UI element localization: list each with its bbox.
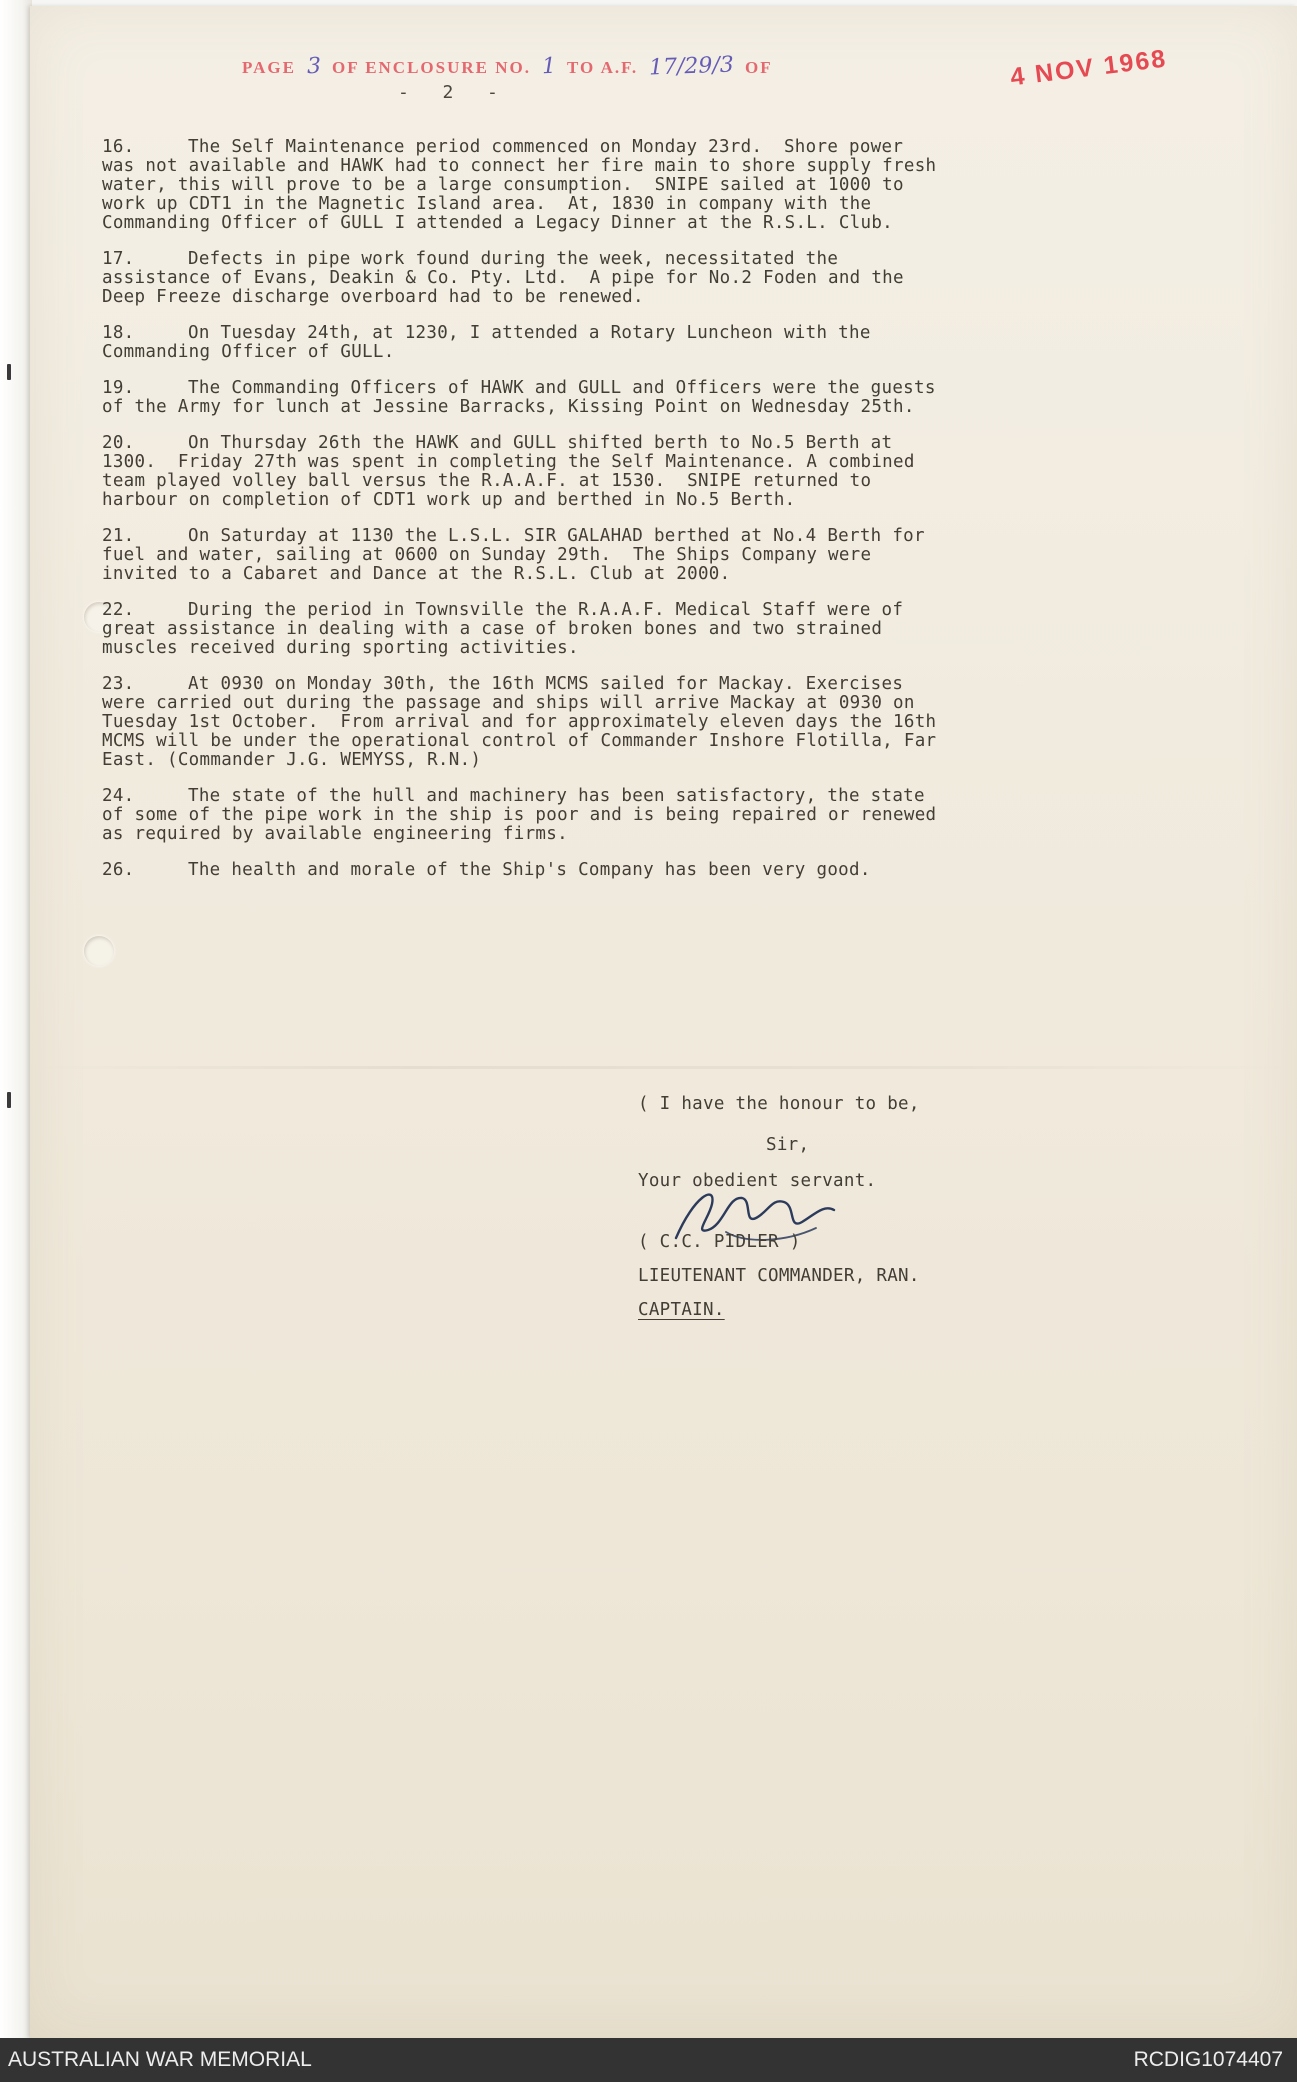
closing-sir-line: Sir, (766, 1135, 810, 1155)
signature-block (638, 1094, 978, 1344)
paragraph-text: At 0930 on Monday 30th, the 16th MCMS sailed for Mackay. Exercises were carried out during the passage and ships will arrive Mackay at 0930 on Tuesday 1st October. From arrival and for approximately eleven days the 16th MCMS will be under the operational control of Commander Inshore Flotilla, Far East. (Commander J.G. WEMYSS, R.N.) (102, 674, 948, 770)
document-page (30, 6, 1297, 2038)
registration-mark (7, 1092, 11, 1108)
date-stamp: 4 NOV 1968 (1008, 44, 1169, 92)
handwritten-entry: 17/29/3 (648, 52, 735, 81)
signatory-role: CAPTAIN. (638, 1300, 725, 1320)
paragraph-number: 22. (102, 600, 135, 620)
signatory-name: ( C.C. PIDLER ) (638, 1232, 801, 1252)
paragraph-20 (102, 434, 940, 510)
paragraph-text: The Self Maintenance period commenced on Monday 23rd. Shore power was not available and HAWK had to connect her fire main to shore supply fresh water, this will prove to be a large consumption. SNIPE sailed at 1000 to work up CDT1 in the Magnetic Island area. At, 1830 in company with the Commanding Officer of GULL I attended a Legacy Dinner at the R.S.L. Club. (102, 137, 948, 233)
stamp-text: PAGE (242, 58, 296, 77)
stamp-text: OF (744, 58, 773, 77)
archive-source-label: AUSTRALIAN WAR MEMORIAL (8, 2048, 312, 2071)
stamp-text: OF ENCLOSURE NO. (331, 58, 531, 77)
archive-record-id: RCDIG1074407 (1133, 2048, 1283, 2071)
paragraph-number: 19. (102, 378, 135, 398)
paragraph-text: The health and morale of the Ship's Company has been very good. (188, 860, 871, 880)
paragraph-text: During the period in Townsville the R.A.A.F. Medical Staff were of great assistance in dealing with a case of broken bones and two strained muscles received during sporting activities. (102, 600, 915, 658)
paragraph-number: 26. (102, 860, 135, 880)
archive-footer-bar (0, 2038, 1297, 2082)
hole-punch (84, 936, 114, 966)
paragraph-18 (102, 324, 940, 362)
closing-honour-line: ( I have the honour to be, (638, 1094, 920, 1114)
signatory-rank: LIEUTENANT COMMANDER, RAN. (638, 1266, 920, 1286)
paragraph-22 (102, 601, 940, 658)
paragraph-text: Defects in pipe work found during the week, necessitated the assistance of Evans, Deakin & Co. Pty. Ltd. A pipe for No.2 Foden and the Deep Freeze discharge overboard had to be renewed. (102, 249, 915, 307)
paragraph-text: The Commanding Officers of HAWK and GULL and Officers were the guests of the Army for lunch at Jessine Barracks, Kissing Point on Wednesday 25th. (102, 378, 947, 417)
paragraph-number: 16. (102, 137, 135, 157)
paragraph-26 (102, 861, 940, 880)
paragraph-19 (102, 378, 947, 417)
paragraph-23 (102, 674, 948, 770)
closing-servant-line: Your obedient servant. (638, 1171, 877, 1191)
paragraph-text: On Saturday at 1130 the L.S.L. SIR GALAHAD berthed at No.4 Berth for fuel and water, sailing at 0600 on Sunday 29th. The Ships Company were invited to a Cabaret and Dance at the R.S.L. Club at 2000. (102, 526, 936, 584)
paragraph-text: On Thursday 26th the HAWK and GULL shifted berth to No.5 Berth at 1300. Friday 27th was spent in completing the Self Maintenance. A combined team played volley ball versus the R.A.A.F. at 1530. SNIPE returned to harbour on completion of CDT1 work up and berthed in No.5 Berth. (102, 433, 926, 510)
scan-edge-strip (0, 0, 32, 2038)
paragraph-number: 24. (102, 786, 135, 806)
registration-mark (7, 364, 11, 380)
paragraph-21 (102, 527, 940, 584)
handwritten-entry: 3 (306, 53, 322, 80)
page-number: - 2 - (398, 82, 502, 103)
enclosure-stamp (242, 54, 882, 79)
paragraph-17 (102, 250, 940, 307)
paper-crease (30, 1066, 1297, 1069)
stamp-text: TO A.F. (567, 58, 639, 77)
paragraph-16 (102, 137, 948, 233)
paragraph-text: On Tuesday 24th, at 1230, I attended a Rotary Luncheon with the Commanding Officer of GULL. (102, 323, 882, 362)
paragraph-number: 18. (102, 323, 135, 343)
paragraph-text: The state of the hull and machinery has been satisfactory, the state of some of the pipe work in the ship is poor and is being repaired or renewed as required by available engineering firms. (102, 786, 948, 844)
handwritten-entry: 1 (541, 53, 557, 80)
report-body (102, 137, 948, 897)
paragraph-number: 23. (102, 674, 135, 694)
paragraph-24 (102, 786, 948, 844)
paragraph-number: 17. (102, 249, 135, 269)
paragraph-number: 20. (102, 433, 135, 453)
paragraph-number: 21. (102, 526, 135, 546)
